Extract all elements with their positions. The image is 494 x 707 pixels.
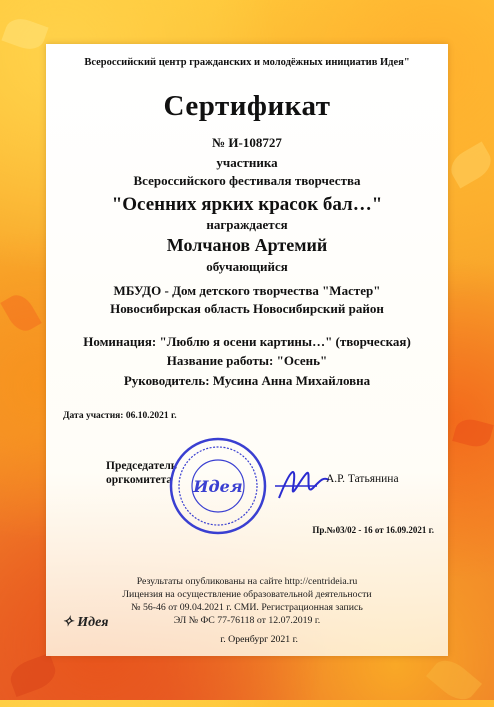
supervisor-text: Руководитель: Мусина Анна Михайловна xyxy=(123,373,371,388)
role-text: участника xyxy=(216,155,278,170)
autumn-leaf-decoration xyxy=(1,14,48,54)
certificate-card xyxy=(46,44,448,656)
nomination-text: Номинация: "Люблю я осени картины…" (творческая) xyxy=(83,334,411,349)
status-text: обучающийся xyxy=(206,259,288,274)
stamp-seal xyxy=(168,436,268,536)
school-line-2: Новосибирская область Новосибирский район xyxy=(110,301,384,316)
footer-line-1: Результаты опубликованы на сайте http://centrideia.ru xyxy=(136,576,358,587)
decree-number: Пр.№03/02 - 16 от 16.09.2021 г. xyxy=(312,525,434,535)
logo-text: Идея xyxy=(77,615,109,630)
lamp-icon: ✧ xyxy=(62,615,74,630)
signature-name: А.Р. Татьянина xyxy=(326,473,399,485)
signature-role xyxy=(106,459,177,488)
work-title: Название работы: "Осень" xyxy=(166,353,328,368)
organization-name: Всероссийский центр гражданских и молодёжных инициатив Идея" xyxy=(84,57,410,68)
idea-logo xyxy=(62,614,109,631)
footer-line-2: Лицензия на осуществление образовательной деятельности xyxy=(122,589,372,600)
autumn-leaf-decoration xyxy=(6,653,59,697)
festival-text: Всероссийского фестиваля творчества xyxy=(133,173,361,188)
city-year: г. Оренбург 2021 г. xyxy=(220,634,298,645)
awarded-text: награждается xyxy=(206,217,288,232)
festival-name: "Осенних ярких красок бал…" xyxy=(111,194,383,215)
autumn-leaf-decoration xyxy=(452,416,494,450)
handwritten-signature xyxy=(271,458,333,508)
autumn-leaf-decoration xyxy=(445,142,494,189)
certificate-number: № И-108727 xyxy=(212,135,282,150)
school-line-1: МБУДО - Дом детского творчества "Мастер" xyxy=(113,283,381,298)
seal-text: Идея xyxy=(193,477,243,496)
certificate-title: Сертификат xyxy=(163,90,331,122)
signature-role-line-2: оргкомитета xyxy=(106,474,173,487)
autumn-leaf-decoration xyxy=(0,290,42,336)
participant-name: Молчанов Артемий xyxy=(166,235,328,255)
footer-line-3: № 56-46 от 09.04.2021 г. СМИ. Регистрационная запись xyxy=(131,602,363,613)
footer-line-4: ЭЛ № ФС 77-76118 от 12.07.2019 г. xyxy=(173,615,321,626)
autumn-leaf-decoration xyxy=(426,653,482,707)
participation-date: Дата участия: 06.10.2021 г. xyxy=(63,411,177,421)
signature-role-line-1: Председатель xyxy=(106,460,177,472)
